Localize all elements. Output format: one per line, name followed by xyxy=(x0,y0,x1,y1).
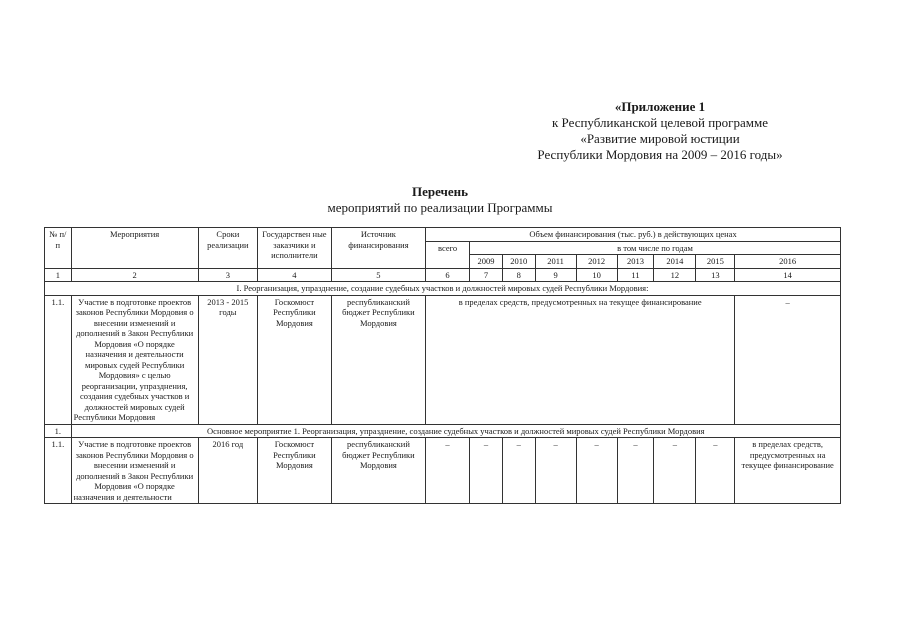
column-numbers-row xyxy=(45,268,841,282)
year-2014: 2014 xyxy=(654,255,696,269)
row-event: Участие в подготовке проектов законов Республики Мордовия о внесении изменений и дополнений в Закон Республики Мордовия «О порядке назначения и деятельности мировых судей Республики Мордовия» с целью реорганизации, упразднения, создания судебных участков и должностей мировых судей Республики Мордовия xyxy=(71,295,198,424)
main-event-num: 1. xyxy=(45,424,72,438)
row-2015-value: – xyxy=(696,438,735,504)
col-number: 12 xyxy=(654,268,696,282)
table-row xyxy=(45,438,841,504)
header-total: всего xyxy=(426,241,470,268)
row-event: Участие в подготовке проектов законов Республики Мордовия о внесении изменений и дополнений в Закон Республики Мордовия «О порядке назначения и деятельности xyxy=(71,438,198,504)
col-number: 8 xyxy=(502,268,535,282)
table-row xyxy=(45,295,841,424)
year-2009: 2009 xyxy=(470,255,503,269)
header-source: Источник финансирования xyxy=(331,228,425,269)
row-financing: в пределах средств, предусмотренных на текущее финансирование xyxy=(426,295,735,424)
header-by-year: в том числе по годам xyxy=(470,241,841,255)
header-term: Сроки реализации xyxy=(198,228,257,269)
year-2015: 2015 xyxy=(696,255,735,269)
header-event: Мероприятия xyxy=(71,228,198,269)
row-2016-value: – xyxy=(735,295,841,424)
row-2014-value: – xyxy=(654,438,696,504)
year-2016: 2016 xyxy=(735,255,841,269)
title-line-1: Перечень xyxy=(411,184,469,199)
year-2013: 2013 xyxy=(617,255,654,269)
year-2012: 2012 xyxy=(576,255,617,269)
row-source: республиканский бюджет Республики Мордовия xyxy=(331,438,425,504)
main-event-heading: Основное мероприятие 1. Реорганизация, упразднение, создание судебных участков и должностей мировых судей Республики Мордовия xyxy=(71,424,840,438)
year-2011: 2011 xyxy=(535,255,576,269)
row-total: – xyxy=(426,438,470,504)
row-2016-value: в пределах средств, предусмотренных на текущее финансирование xyxy=(735,438,841,504)
col-number: 7 xyxy=(470,268,503,282)
appendix-line-2: к Республиканской целевой программе xyxy=(551,115,768,130)
year-2010: 2010 xyxy=(502,255,535,269)
col-number: 5 xyxy=(331,268,425,282)
row-term: 2013 - 2015 годы xyxy=(198,295,257,424)
col-number: 3 xyxy=(198,268,257,282)
header-num: № п/п xyxy=(45,228,72,269)
col-number: 1 xyxy=(45,268,72,282)
col-number: 9 xyxy=(535,268,576,282)
row-customer: Госкомюст Республики Мордовия xyxy=(258,295,332,424)
appendix-line-3: «Развитие мировой юстиции xyxy=(580,131,740,146)
appendix-title: «Приложение 1 xyxy=(614,99,706,114)
section-heading: I. Реорганизация, упразднение, создание судебных участков и должностей мировых судей Республики Мордовия: xyxy=(45,282,841,296)
row-term: 2016 год xyxy=(198,438,257,504)
col-number: 13 xyxy=(696,268,735,282)
row-2010-value: – xyxy=(502,438,535,504)
row-source: республиканский бюджет Республики Мордовия xyxy=(331,295,425,424)
title-line-2: мероприятий по реализации Программы xyxy=(327,200,553,215)
header-customer: Государствен ные заказчики и исполнители xyxy=(258,228,332,269)
col-number: 6 xyxy=(426,268,470,282)
row-2013-value: – xyxy=(617,438,654,504)
row-num: 1.1. xyxy=(45,438,72,504)
row-num: 1.1. xyxy=(45,295,72,424)
row-2011-value: – xyxy=(535,438,576,504)
col-number: 14 xyxy=(735,268,841,282)
row-2012-value: – xyxy=(576,438,617,504)
appendix-header xyxy=(500,99,820,163)
row-2009-value: – xyxy=(470,438,503,504)
col-number: 2 xyxy=(71,268,198,282)
document-title xyxy=(280,184,600,216)
col-number: 11 xyxy=(617,268,654,282)
col-number: 4 xyxy=(258,268,332,282)
col-number: 10 xyxy=(576,268,617,282)
measures-table xyxy=(44,227,841,504)
header-volume: Объем финансирования (тыс. руб.) в действующих ценах xyxy=(426,228,841,242)
appendix-line-4: Республики Мордовия на 2009 – 2016 годы» xyxy=(537,147,783,162)
row-customer: Госкомюст Республики Мордовия xyxy=(258,438,332,504)
